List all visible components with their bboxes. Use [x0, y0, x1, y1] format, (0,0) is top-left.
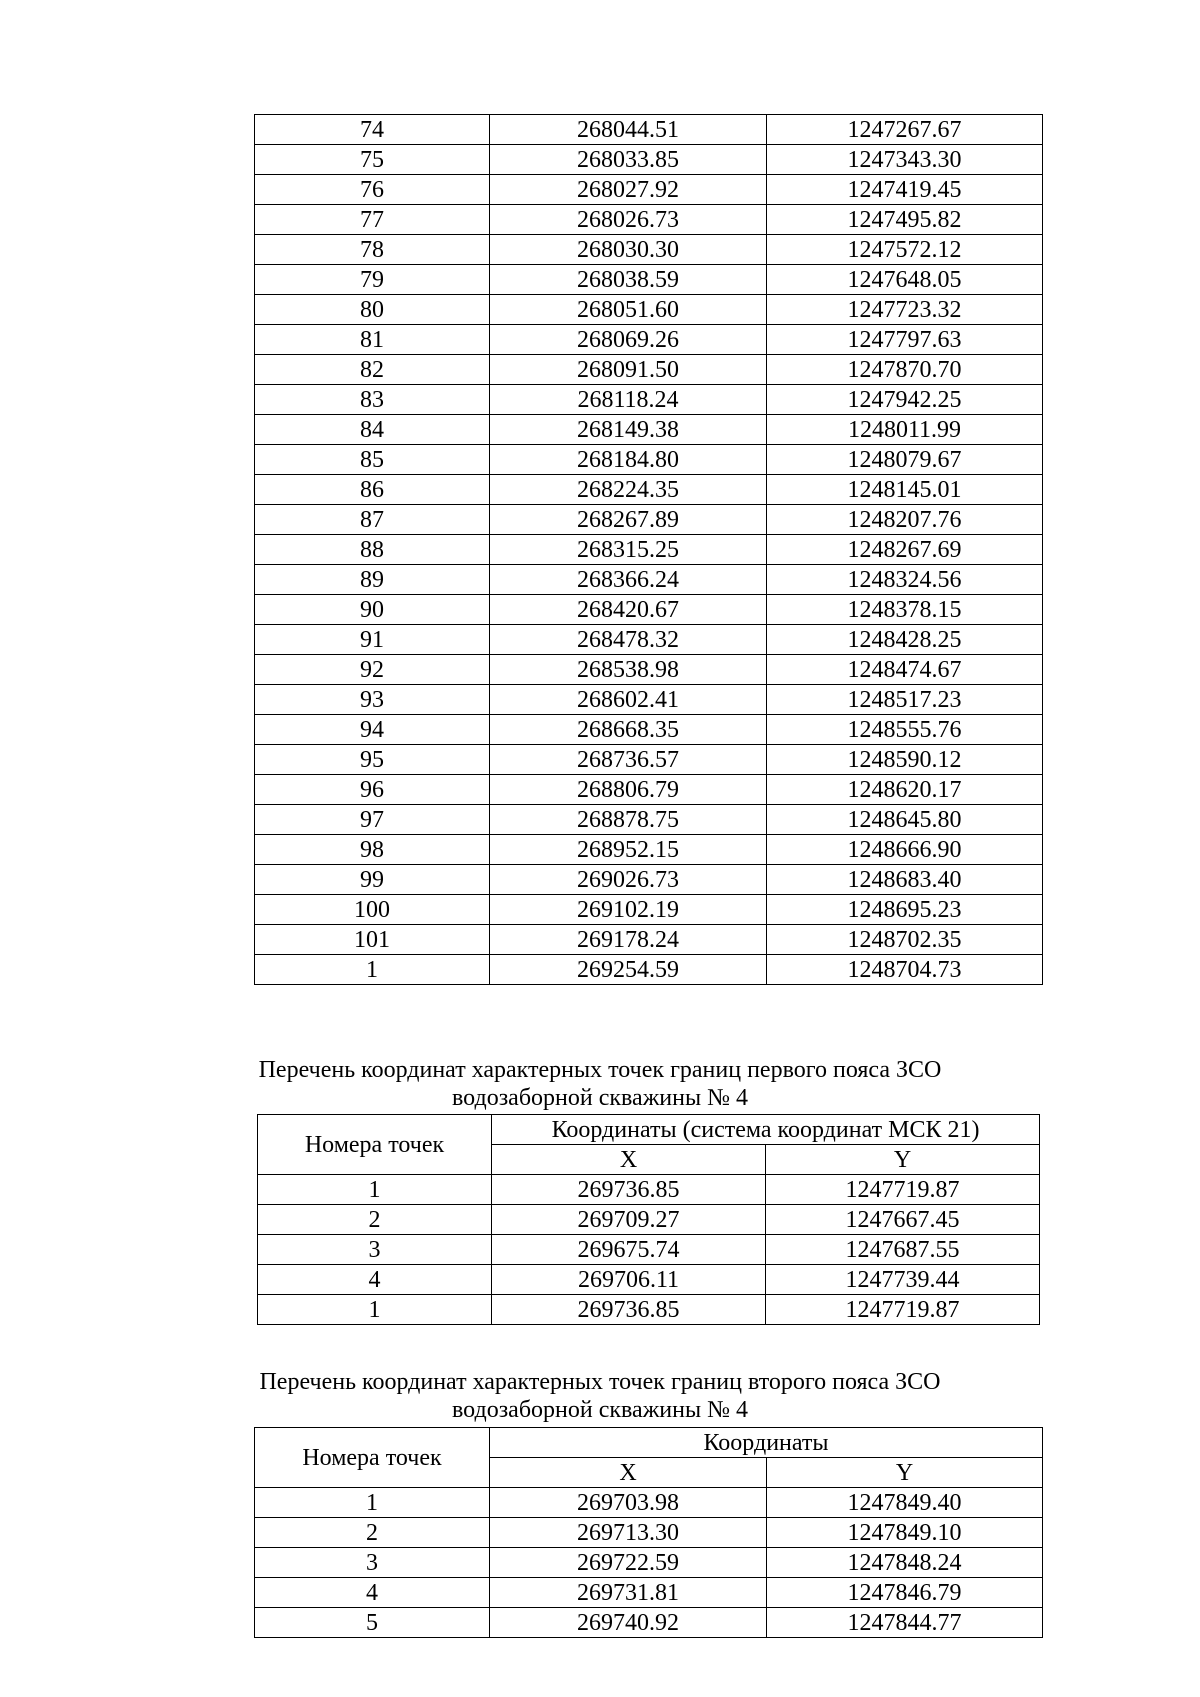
y-coordinate-cell: 1247849.10: [767, 1518, 1043, 1548]
table-row: [255, 1488, 1043, 1518]
table-row: [255, 1608, 1043, 1638]
x-coordinate-cell: 269703.98: [490, 1488, 767, 1518]
table-row: [255, 445, 1043, 475]
x-coordinate-cell: 269026.73: [490, 865, 767, 895]
x-coordinate-cell: 269709.27: [492, 1205, 766, 1235]
table-row: [255, 745, 1043, 775]
point-number-cell: 99: [255, 865, 490, 895]
y-coordinate-cell: 1247687.55: [766, 1235, 1040, 1265]
table-body: [255, 115, 1043, 985]
point-number-cell: 1: [255, 1488, 490, 1518]
table-row: [255, 715, 1043, 745]
x-coordinate-cell: 269722.59: [490, 1548, 767, 1578]
header-coordinates: Координаты (система координат МСК 21): [492, 1115, 1040, 1145]
table-row: [255, 385, 1043, 415]
table-row: [255, 1578, 1043, 1608]
y-coordinate-cell: 1247739.44: [766, 1265, 1040, 1295]
table-row: [255, 805, 1043, 835]
y-coordinate-cell: 1247846.79: [767, 1578, 1043, 1608]
point-number-cell: 97: [255, 805, 490, 835]
x-coordinate-cell: 268602.41: [490, 685, 767, 715]
point-number-cell: 100: [255, 895, 490, 925]
point-number-cell: 81: [255, 325, 490, 355]
y-coordinate-cell: 1248324.56: [767, 565, 1043, 595]
point-number-cell: 1: [258, 1295, 492, 1325]
table-row: [255, 865, 1043, 895]
table-row: [255, 1518, 1043, 1548]
x-coordinate-cell: 268806.79: [490, 775, 767, 805]
y-coordinate-cell: 1247719.87: [766, 1175, 1040, 1205]
table-row: [255, 505, 1043, 535]
x-coordinate-cell: 268038.59: [490, 265, 767, 295]
y-coordinate-cell: 1248590.12: [767, 745, 1043, 775]
y-coordinate-cell: 1248428.25: [767, 625, 1043, 655]
y-coordinate-cell: 1248555.76: [767, 715, 1043, 745]
x-coordinate-cell: 268878.75: [490, 805, 767, 835]
point-number-cell: 101: [255, 925, 490, 955]
header-row: [258, 1115, 1040, 1145]
x-coordinate-cell: 268184.80: [490, 445, 767, 475]
table-row: [255, 925, 1043, 955]
point-number-cell: 3: [258, 1235, 492, 1265]
caption-line: Перечень координат характерных точек границ первого пояса ЗСО: [258, 1057, 942, 1083]
point-number-cell: 1: [255, 955, 490, 985]
x-coordinate-cell: 268736.57: [490, 745, 767, 775]
x-coordinate-cell: 268267.89: [490, 505, 767, 535]
x-coordinate-cell: 269740.92: [490, 1608, 767, 1638]
point-number-cell: 80: [255, 295, 490, 325]
y-coordinate-cell: 1248011.99: [767, 415, 1043, 445]
table-header: [255, 1428, 1043, 1488]
y-coordinate-cell: 1248645.80: [767, 805, 1043, 835]
table-row: [255, 325, 1043, 355]
y-coordinate-cell: 1248695.23: [767, 895, 1043, 925]
table-row: [255, 685, 1043, 715]
y-coordinate-cell: 1248702.35: [767, 925, 1043, 955]
x-coordinate-cell: 269102.19: [490, 895, 767, 925]
table-row: [258, 1265, 1040, 1295]
y-coordinate-cell: 1248620.17: [767, 775, 1043, 805]
point-number-cell: 95: [255, 745, 490, 775]
y-coordinate-cell: 1247848.24: [767, 1548, 1043, 1578]
x-coordinate-cell: 268420.67: [490, 595, 767, 625]
table-row: [255, 595, 1043, 625]
x-coordinate-cell: 269706.11: [492, 1265, 766, 1295]
x-coordinate-cell: 269736.85: [492, 1175, 766, 1205]
point-number-cell: 4: [255, 1578, 490, 1608]
table-row: [255, 835, 1043, 865]
second-zone-coordinates-table: [254, 1427, 1043, 1638]
table-body: [255, 1488, 1043, 1638]
table-row: [255, 535, 1043, 565]
y-coordinate-cell: 1247723.32: [767, 295, 1043, 325]
header-x: X: [492, 1145, 766, 1175]
point-number-cell: 77: [255, 205, 490, 235]
x-coordinate-cell: 269736.85: [492, 1295, 766, 1325]
table-row: [255, 565, 1043, 595]
x-coordinate-cell: 268538.98: [490, 655, 767, 685]
x-coordinate-cell: 268091.50: [490, 355, 767, 385]
point-number-cell: 2: [255, 1518, 490, 1548]
point-number-cell: 94: [255, 715, 490, 745]
y-coordinate-cell: 1247942.25: [767, 385, 1043, 415]
y-coordinate-cell: 1248683.40: [767, 865, 1043, 895]
table-row: [258, 1205, 1040, 1235]
table-row: [255, 355, 1043, 385]
point-number-cell: 4: [258, 1265, 492, 1295]
point-number-cell: 87: [255, 505, 490, 535]
table-row: [255, 115, 1043, 145]
header-row: [255, 1428, 1043, 1458]
x-coordinate-cell: 269675.74: [492, 1235, 766, 1265]
table-header: [258, 1115, 1040, 1175]
x-coordinate-cell: 268069.26: [490, 325, 767, 355]
y-coordinate-cell: 1247849.40: [767, 1488, 1043, 1518]
point-number-cell: 5: [255, 1608, 490, 1638]
header-x: X: [490, 1458, 767, 1488]
y-coordinate-cell: 1248207.76: [767, 505, 1043, 535]
point-number-cell: 90: [255, 595, 490, 625]
point-number-cell: 78: [255, 235, 490, 265]
header-point-numbers: Номера точек: [255, 1428, 490, 1488]
caption-line: Перечень координат характерных точек границ второго пояса ЗСО: [259, 1369, 941, 1395]
x-coordinate-cell: 268051.60: [490, 295, 767, 325]
y-coordinate-cell: 1247870.70: [767, 355, 1043, 385]
x-coordinate-cell: 268149.38: [490, 415, 767, 445]
y-coordinate-cell: 1247419.45: [767, 175, 1043, 205]
point-number-cell: 79: [255, 265, 490, 295]
y-coordinate-cell: 1247267.67: [767, 115, 1043, 145]
second-zone-caption: [0, 1368, 1200, 1424]
y-coordinate-cell: 1248267.69: [767, 535, 1043, 565]
header-y: Y: [767, 1458, 1043, 1488]
x-coordinate-cell: 268118.24: [490, 385, 767, 415]
x-coordinate-cell: 269731.81: [490, 1578, 767, 1608]
first-zone-caption: [0, 1056, 1200, 1112]
point-number-cell: 88: [255, 535, 490, 565]
point-number-cell: 76: [255, 175, 490, 205]
header-coordinates: Координаты: [490, 1428, 1043, 1458]
x-coordinate-cell: 268044.51: [490, 115, 767, 145]
table-row: [255, 175, 1043, 205]
table-row: [255, 205, 1043, 235]
y-coordinate-cell: 1247495.82: [767, 205, 1043, 235]
x-coordinate-cell: 268027.92: [490, 175, 767, 205]
table-row: [258, 1235, 1040, 1265]
table-row: [258, 1295, 1040, 1325]
caption-line: водозаборной скважины № 4: [452, 1397, 748, 1423]
y-coordinate-cell: 1248079.67: [767, 445, 1043, 475]
table-row: [258, 1175, 1040, 1205]
y-coordinate-cell: 1248666.90: [767, 835, 1043, 865]
y-coordinate-cell: 1247572.12: [767, 235, 1043, 265]
table-body: [258, 1175, 1040, 1325]
point-number-cell: 2: [258, 1205, 492, 1235]
table-row: [255, 145, 1043, 175]
point-number-cell: 83: [255, 385, 490, 415]
y-coordinate-cell: 1248145.01: [767, 475, 1043, 505]
y-coordinate-cell: 1247844.77: [767, 1608, 1043, 1638]
y-coordinate-cell: 1248474.67: [767, 655, 1043, 685]
point-number-cell: 84: [255, 415, 490, 445]
point-number-cell: 92: [255, 655, 490, 685]
point-number-cell: 86: [255, 475, 490, 505]
point-number-cell: 75: [255, 145, 490, 175]
table-row: [255, 775, 1043, 805]
y-coordinate-cell: 1247797.63: [767, 325, 1043, 355]
y-coordinate-cell: 1247648.05: [767, 265, 1043, 295]
x-coordinate-cell: 268668.35: [490, 715, 767, 745]
y-coordinate-cell: 1247719.87: [766, 1295, 1040, 1325]
y-coordinate-cell: 1248704.73: [767, 955, 1043, 985]
header-y: Y: [766, 1145, 1040, 1175]
table-row: [255, 265, 1043, 295]
point-number-cell: 91: [255, 625, 490, 655]
table-row: [255, 235, 1043, 265]
coordinates-table-continued: [254, 114, 1043, 985]
table-row: [255, 475, 1043, 505]
first-zone-coordinates-table: [257, 1114, 1040, 1325]
point-number-cell: 85: [255, 445, 490, 475]
x-coordinate-cell: 268224.35: [490, 475, 767, 505]
point-number-cell: 89: [255, 565, 490, 595]
table-row: [255, 295, 1043, 325]
x-coordinate-cell: 268478.32: [490, 625, 767, 655]
header-point-numbers: Номера точек: [258, 1115, 492, 1175]
x-coordinate-cell: 268033.85: [490, 145, 767, 175]
table-row: [255, 415, 1043, 445]
table-row: [255, 655, 1043, 685]
x-coordinate-cell: 268026.73: [490, 205, 767, 235]
point-number-cell: 96: [255, 775, 490, 805]
table-row: [255, 895, 1043, 925]
x-coordinate-cell: 269254.59: [490, 955, 767, 985]
point-number-cell: 74: [255, 115, 490, 145]
y-coordinate-cell: 1248378.15: [767, 595, 1043, 625]
x-coordinate-cell: 269178.24: [490, 925, 767, 955]
table-row: [255, 625, 1043, 655]
point-number-cell: 1: [258, 1175, 492, 1205]
y-coordinate-cell: 1247343.30: [767, 145, 1043, 175]
y-coordinate-cell: 1248517.23: [767, 685, 1043, 715]
point-number-cell: 82: [255, 355, 490, 385]
x-coordinate-cell: 269713.30: [490, 1518, 767, 1548]
x-coordinate-cell: 268030.30: [490, 235, 767, 265]
x-coordinate-cell: 268315.25: [490, 535, 767, 565]
table-row: [255, 955, 1043, 985]
point-number-cell: 3: [255, 1548, 490, 1578]
table-row: [255, 1548, 1043, 1578]
point-number-cell: 98: [255, 835, 490, 865]
x-coordinate-cell: 268366.24: [490, 565, 767, 595]
caption-line: водозаборной скважины № 4: [452, 1085, 748, 1111]
x-coordinate-cell: 268952.15: [490, 835, 767, 865]
point-number-cell: 93: [255, 685, 490, 715]
y-coordinate-cell: 1247667.45: [766, 1205, 1040, 1235]
